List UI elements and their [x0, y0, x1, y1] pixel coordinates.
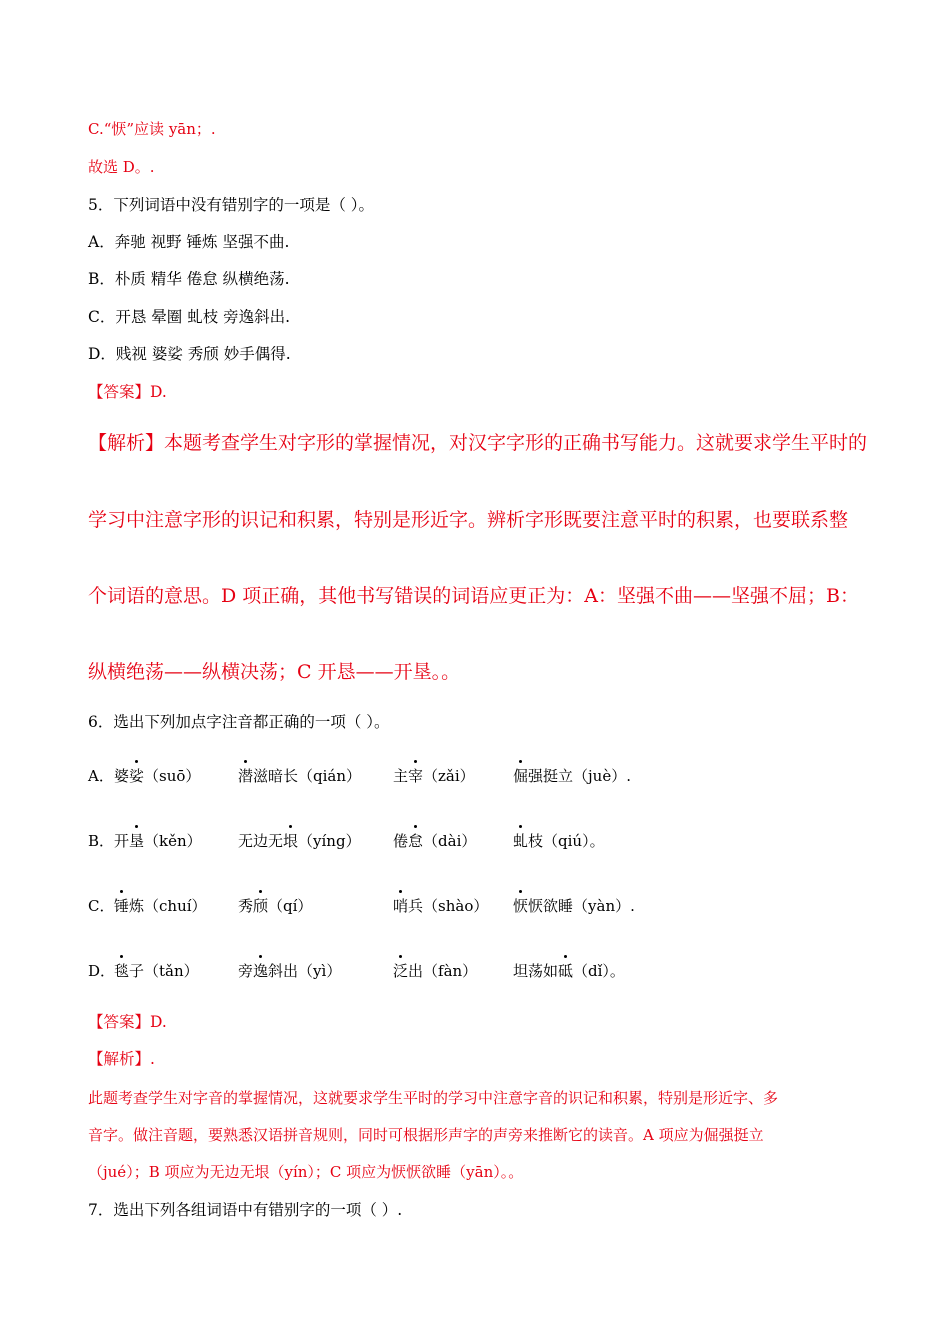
emphasized-character: 颀	[253, 897, 269, 915]
q5-option-b: B．朴质 精华 倦怠 纵横绝荡.	[88, 270, 290, 288]
word-with-pinyin: 哨兵（shào）	[393, 897, 489, 915]
pinyin: （suō）	[144, 767, 201, 785]
q5-option-a: A．奔驰 视野 锤炼 坚强不曲.	[88, 233, 290, 251]
option-label: A．	[88, 767, 114, 785]
emphasized-character: 逸	[253, 962, 269, 980]
option-label: B．	[88, 832, 115, 850]
q6-analysis-line: （jué）；B 项应为无边无垠（yín）；C 项应为恹恹欲睡（yān）。。	[88, 1163, 524, 1181]
pinyin: （dài）	[423, 832, 477, 850]
pinyin: （fàn）	[423, 962, 478, 980]
word-with-pinyin: 倔强挺立（juè）.	[513, 767, 631, 785]
pinyin: （yàn）.	[573, 897, 635, 915]
pinyin: （qí）	[268, 897, 313, 915]
word-with-pinyin: 旁逸斜出（yì）	[238, 962, 342, 980]
emphasized-character: 娑	[129, 767, 145, 785]
emphasized-character: 垦	[129, 832, 145, 850]
word-with-pinyin: 毯子（tǎn）	[114, 962, 199, 980]
emphasized-character: 恹	[513, 897, 529, 915]
q6-analysis-line: 音字。做注音题，要熟悉汉语拼音规则，同时可根据形声字的声旁来推断它的读音。A 项应为倔强挺立	[88, 1126, 764, 1144]
word-with-pinyin: 主宰（zǎi）	[393, 767, 475, 785]
word-with-pinyin: 婆娑（suō）	[114, 767, 201, 785]
word-with-pinyin: 潜滋暗长（qián）	[238, 767, 362, 785]
emphasized-character: 宰	[408, 767, 424, 785]
word-with-pinyin: 无边无垠（yíng）	[238, 832, 361, 850]
q5-option-d: D．贱视 婆娑 秀颀 妙手偶得.	[88, 345, 291, 363]
q6-answer: 【答案】D.	[88, 1013, 167, 1031]
q6-analysis-line: 此题考查学生对字音的掌握情况，这就要求学生平时的学习中注意字音的识记和积累，特别是形近字、多	[88, 1089, 779, 1107]
q6-option-row	[88, 885, 868, 925]
q5-answer: 【答案】D.	[88, 383, 167, 401]
q4-conclusion: 故选 D。.	[88, 158, 155, 176]
pinyin: （yì）	[298, 962, 342, 980]
word-with-pinyin: 泛出（fàn）	[393, 962, 478, 980]
word-with-pinyin: 虬枝（qiú）。	[513, 832, 605, 850]
word-with-pinyin: 锤炼（chuí）	[114, 897, 207, 915]
pinyin: （tǎn）	[144, 962, 199, 980]
emphasized-character: 垠	[283, 832, 299, 850]
q5-question: 5．下列词语中没有错别字的一项是（ ）。	[88, 196, 375, 214]
pinyin: （dǐ）。	[573, 962, 625, 980]
emphasized-character: 倔	[513, 767, 529, 785]
pinyin: （juè）.	[573, 767, 631, 785]
option-label: C．	[88, 897, 115, 915]
emphasized-character: 虬	[513, 832, 529, 850]
emphasized-character: 哨	[393, 897, 409, 915]
emphasized-character: 泛	[393, 962, 409, 980]
option-label: D．	[88, 962, 116, 980]
q5-analysis-line: 纵横绝荡——纵横决荡；C 开恳——开垦。。	[88, 661, 461, 683]
q5-analysis-line: 【解析】本题考查学生对字形的掌握情况，对汉字字形的正确书写能力。这就要求学生平时的	[88, 432, 868, 454]
q5-analysis-line: 学习中注意字形的识记和积累，特别是形近字。辨析字形既要注意平时的积累，也要联系整	[88, 509, 849, 531]
q5-option-c: C．开恳 晕圈 虬枝 旁逸斜出.	[88, 308, 291, 326]
emphasized-character: 潜	[238, 767, 254, 785]
q6-option-row	[88, 820, 868, 860]
q6-question: 6．选出下列加点字注音都正确的一项（ ）。	[88, 713, 390, 731]
q6-analysis-heading: 【解析】.	[88, 1050, 155, 1068]
q6-option-row	[88, 950, 868, 990]
pinyin: （yíng）	[298, 832, 361, 850]
word-with-pinyin: 倦怠（dài）	[393, 832, 477, 850]
word-with-pinyin: 秀颀（qí）	[238, 897, 313, 915]
pinyin: （kěn）	[144, 832, 202, 850]
pinyin: （chuí）	[144, 897, 207, 915]
emphasized-character: 砥	[558, 962, 574, 980]
q6-option-row	[88, 755, 868, 795]
pinyin: （shào）	[423, 897, 489, 915]
q7-question: 7．选出下列各组词语中有错别字的一项（ ）.	[88, 1201, 403, 1219]
word-with-pinyin: 坦荡如砥（dǐ）。	[513, 962, 625, 980]
q5-analysis-line: 个词语的意思。D 项正确，其他书写错误的词语应更正为：A：坚强不曲——坚强不屈；B：	[88, 585, 859, 607]
word-with-pinyin: 开垦（kěn）	[114, 832, 202, 850]
pinyin: （qiú）。	[543, 832, 605, 850]
q4-option-c-note: C.“恹”应读 yān；.	[88, 120, 216, 138]
pinyin: （zǎi）	[423, 767, 475, 785]
word-with-pinyin: 恹恹欲睡（yàn）.	[513, 897, 635, 915]
pinyin: （qián）	[298, 767, 362, 785]
emphasized-character: 怠	[408, 832, 424, 850]
emphasized-character: 锤	[114, 897, 130, 915]
emphasized-character: 毯	[114, 962, 130, 980]
